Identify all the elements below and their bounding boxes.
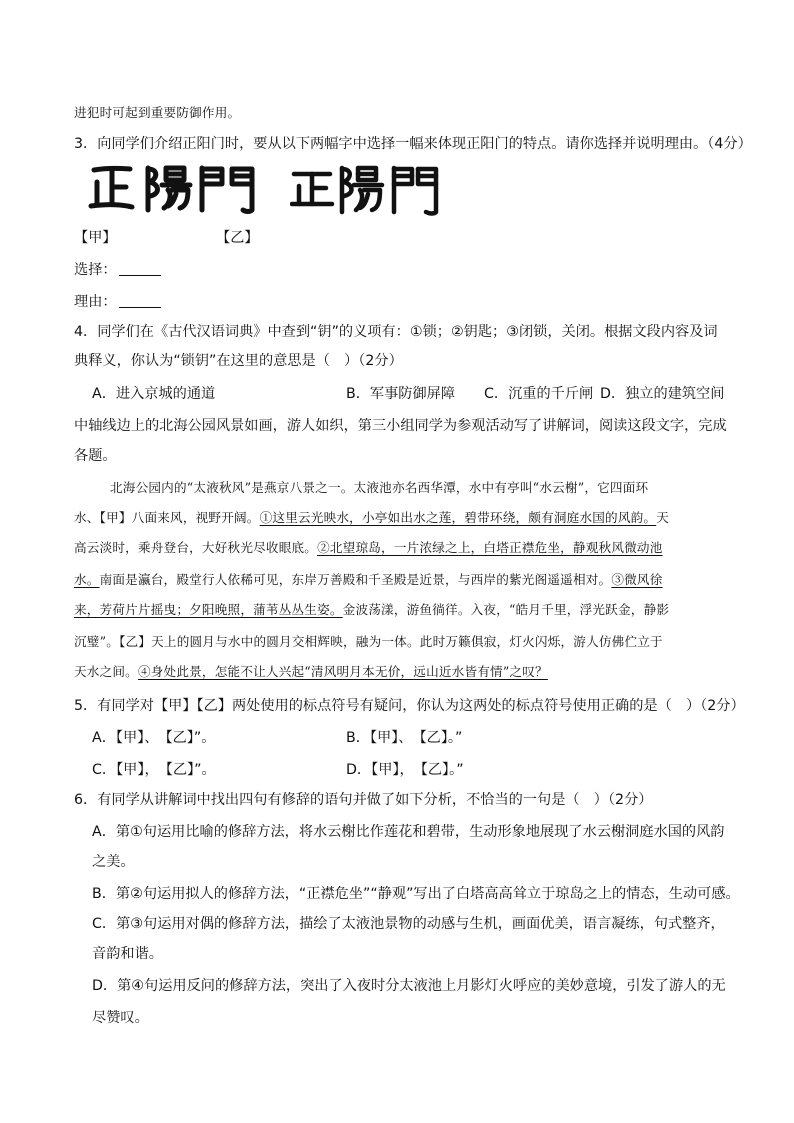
passage-intro-line1: 中轴线边上的北海公园风景如画，游人如织，第三小组同学为参观活动写了讲解词，阅读这段文字，完成 [74,418,727,434]
q6-stem: 6．有同学从讲解词中找出四句有修辞的语句并做了如下分析，不恰当的一句是（ ）（2分） [74,792,653,808]
calligraphy-b-image [290,160,440,216]
choice-blank[interactable] [119,261,161,276]
passage-text: 金波荡漾，游鱼徜徉。入夜，“皓月千里，浮光跃金，静影 [342,602,670,617]
q6-option-d[interactable]: D．第④句运用反问的修辞方法，突出了入夜时分太液池上月影灯火呼应的美妙意境，引发了游人的无 [92,978,726,994]
q4-option-a[interactable]: A．进入京城的通道 [92,386,216,402]
passage-text: 天 [656,510,670,525]
label-jia: 【甲】 [74,230,117,246]
sentence-4-underlined: ④身处此景，怎能不让人兴起“清风明月本无价，远山近水皆有情”之叹？ [137,664,548,679]
passage-text: 水、【甲】八面来风，视野开阔。 [74,510,260,525]
reason-row [74,292,161,312]
intro-tail: 进犯时可起到重要防御作用。 [74,105,241,120]
choice-label: 选择： [74,262,117,278]
q6-option-a-cont: 之美。 [92,854,135,870]
sentence-2-underlined: ②北望琼岛，一片浓绿之上，白塔正襟危坐，静观秋风微动池 [317,540,663,555]
q5-option-d[interactable]: D．【甲】， 【乙】。” [346,762,464,778]
passage-line-7 [74,662,548,682]
q6-option-d-cont: 尽赞叹。 [92,1010,149,1026]
q4-option-b[interactable]: B．军事防御屏障 [346,386,456,402]
reason-label: 理由： [74,294,117,310]
q5-option-a[interactable]: A．【甲】、 【乙】”。 [92,730,216,746]
passage-line-4 [74,570,663,590]
choice-row [74,260,161,280]
passage-text: 高云淡时，乘舟登台，大好秋光尽收眼底。 [74,540,318,555]
calligraphy-a-image [88,160,260,216]
sentence-2-underlined-end: 水。 [74,572,100,587]
q5-stem: 5．有同学对【甲】【乙】两处使用的标点符号有疑问，你认为这两处的标点符号使用正确的是（ ）（2分） [74,698,745,714]
label-yi: 【乙】 [216,230,259,246]
q4-stem-line2: 典释义，你认为“锁钥”在这里的意思是（ ）（2分） [74,353,403,369]
passage-line-1: 北海公园内的“太液秋风”是燕京八景之一。太液池亦名西华潭，水中有亭叫“水云榭”，它四面环 [110,480,649,495]
q6-option-b[interactable]: B．第②句运用拟人的修辞方法，“正襟危坐”“静观”写出了白塔高高耸立于琼岛之上的情态，生动可感。 [92,886,740,902]
passage-intro-line2: 各题。 [74,448,117,464]
q5-option-c[interactable]: C．【甲】， 【乙】”。 [92,762,216,778]
passage-text: 天水之间。 [74,664,138,679]
reason-blank[interactable] [119,293,161,308]
q3-stem: 3．向同学们介绍正阳门时，要从以下两幅字中选择一幅来体现正阳门的特点。请你选择并说明理由。（4分） [74,136,752,152]
passage-line-5 [74,600,669,620]
sentence-3-underlined: ③微风徐 [611,572,663,587]
sentence-3-underlined-end: 来，芳荷片片摇曳；夕阳晚照，蒲苇丛丛生姿。 [74,602,343,617]
q5-option-b[interactable]: B．【甲】、 【乙】。” [346,730,463,746]
q6-option-c-cont: 音韵和谐。 [92,946,163,962]
q6-option-c[interactable]: C．第③句运用对偶的修辞方法，描绘了太液池景物的动感与生机，画面优美，语言凝练，句式整齐， [92,916,725,932]
q4-stem-line1: 4．同学们在《古代汉语词典》中查到“钥”的义项有：①锁；②钥匙；③闭锁，关闭。根据文段内容及词 [74,324,718,340]
passage-line-2 [74,508,669,528]
passage-line-6: 沉璧”。【乙】天上的圆月与水中的圆月交相辉映，融为一体。此时万籁俱寂，灯火闪烁，游人仿佛伫立于 [74,634,663,649]
q4-option-c[interactable]: C．沉重的千斤闸 [484,386,594,402]
q4-option-d[interactable]: D．独立的建筑空间 [600,386,725,402]
sentence-1-underlined: ①这里云光映水，小亭如出水之莲，碧带环绕，颇有洞庭水国的风韵。 [259,510,657,525]
passage-line-3 [74,538,663,558]
passage-text: 南面是瀛台，殿堂行人依稀可见，东岸万善殿和千圣殿是近景，与西岸的紫光阁遥遥相对。 [99,572,612,587]
q6-option-a[interactable]: A．第①句运用比喻的修辞方法，将水云榭比作莲花和碧带，生动形象地展现了水云榭洞庭水国的风韵 [92,824,725,840]
